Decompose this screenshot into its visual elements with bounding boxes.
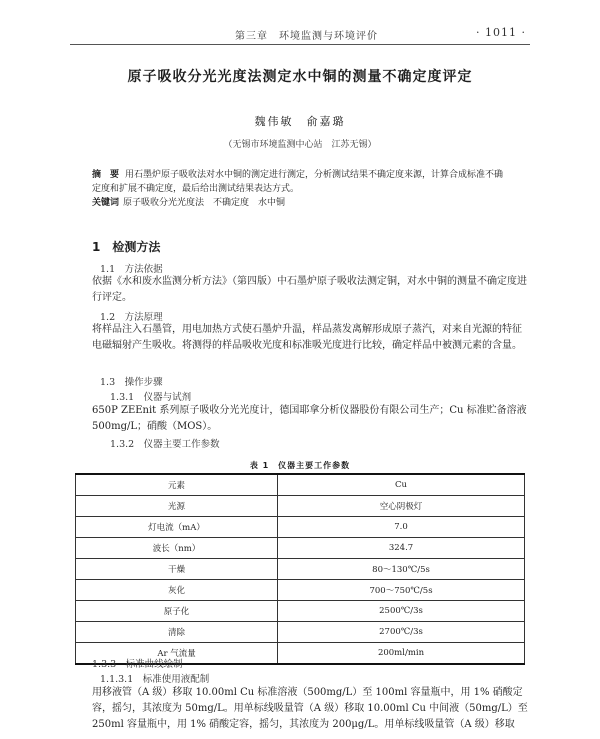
abstract-text: 用石墨炉原子吸收法对水中铜的测定进行测定，分析测试结果不确定度来源，计算合成标准不确定度和扩展不确定度，最后给出测试结果表达方式。 (92, 170, 504, 194)
table-row (76, 622, 525, 643)
table-row (76, 559, 525, 580)
parameter-name-cell: 原子化 (76, 601, 278, 622)
parameter-value-cell: 7.0 (278, 517, 525, 538)
parameter-name-cell: 干燥 (76, 559, 278, 580)
table-row (76, 496, 525, 517)
parameter-name-cell: 清除 (76, 622, 278, 643)
table-row (76, 474, 525, 496)
paragraph-method-principle: 将样品注入石墨管，用电加热方式使石墨炉升温，样品蒸发离解形成原子蒸汽，对来自光源的特征电磁辐射产生吸收。将测得的样品吸收光度和标准吸光度进行比较，确定样品中被测元素的含量。 (92, 324, 522, 351)
parameter-value-cell: 2700℃/3s (278, 622, 525, 643)
paragraph-instruments: 650P ZEEnit 系列原子吸收分光光度计，德国耶拿分析仪器股份有限公司生产；Cu 标准贮备溶液 500mg/L；硝酸（MOS）。 (92, 405, 527, 432)
subsection-1-1: 1.1 方法依据 (100, 264, 163, 275)
table-row (76, 538, 525, 559)
parameter-name-cell: 波长（nm） (76, 538, 278, 559)
parameter-value-cell: 200ml/min (278, 643, 525, 665)
parameter-name-cell: Ar 气流量 (76, 643, 278, 665)
parameter-value-cell: 700～750℃/5s (278, 580, 525, 601)
table-row (76, 580, 525, 601)
section-number: 1 (92, 240, 101, 254)
paragraph-standard-solution: 用移液管（A 级）移取 10.00ml Cu 标准溶液（500mg/L）至 100ml 容量瓶中，用 1% 硝酸定容，摇匀，其浓度为 50mg/L。用单标线吸量管（A 级）移取 10.00ml Cu 中间液（50mg/L）至 250ml 容量瓶中，用 1% 硝酸定容，摇匀，其浓度为 200μg/L。用单标线吸量管（A 级）移取 (92, 687, 528, 730)
instrument-parameter-table (75, 473, 525, 665)
parameter-name-cell: 光源 (76, 496, 278, 517)
abstract (92, 168, 512, 196)
section-title: 检测方法 (112, 240, 161, 254)
section-heading (92, 238, 160, 255)
parameter-value-cell: 空心阴极灯 (278, 496, 525, 517)
keywords-label: 关键词 (92, 198, 120, 208)
paragraph-method-basis: 依据《水和废水监测分析方法》（第四版）中石墨炉原子吸收法测定铜，对水中铜的测量不确定度进行评定。 (92, 276, 527, 303)
subsection-1-2: 1.2 方法原理 (100, 312, 163, 323)
parameter-name-cell: 灯电流（mA） (76, 517, 278, 538)
journal-section-title: 第三章 环境监测与环境评价 (235, 31, 378, 42)
parameter-value-cell: 2500℃/3s (278, 601, 525, 622)
subsection-1-1-3-1: 1.1.3.1 标准使用液配制 (100, 674, 210, 685)
table-caption: 表 1 仪器主要工作参数 (249, 461, 351, 470)
parameter-value-cell: 80～130℃/5s (278, 559, 525, 580)
paper-title: 原子吸收分光光度法测定水中铜的测量不确定度评定 (127, 69, 473, 85)
parameter-name-cell: 灰化 (76, 580, 278, 601)
authors: 魏伟敏 俞嘉璐 (254, 115, 346, 128)
parameter-value-cell: Cu (278, 474, 525, 496)
table-row (76, 517, 525, 538)
subsection-1-3-3: 1.3.3 标准曲线绘制 (92, 659, 183, 670)
page-number: · 1011 · (476, 26, 526, 39)
subsection-1-3-2: 1.3.2 仪器主要工作参数 (110, 439, 220, 450)
table-row (76, 601, 525, 622)
running-header (70, 22, 530, 45)
subsection-1-3: 1.3 操作步骤 (100, 377, 163, 388)
keywords-text: 原子吸收分光光度法 不确定度 水中铜 (123, 198, 286, 208)
affiliation: （无锡市环境监测中心站 江苏无锡） (223, 140, 377, 150)
parameter-name-cell: 元素 (76, 474, 278, 496)
keywords (92, 196, 512, 210)
abstract-label: 摘 要 (92, 170, 120, 180)
subsection-1-3-1: 1.3.1 仪器与试剂 (110, 392, 192, 403)
parameter-value-cell: 324.7 (278, 538, 525, 559)
